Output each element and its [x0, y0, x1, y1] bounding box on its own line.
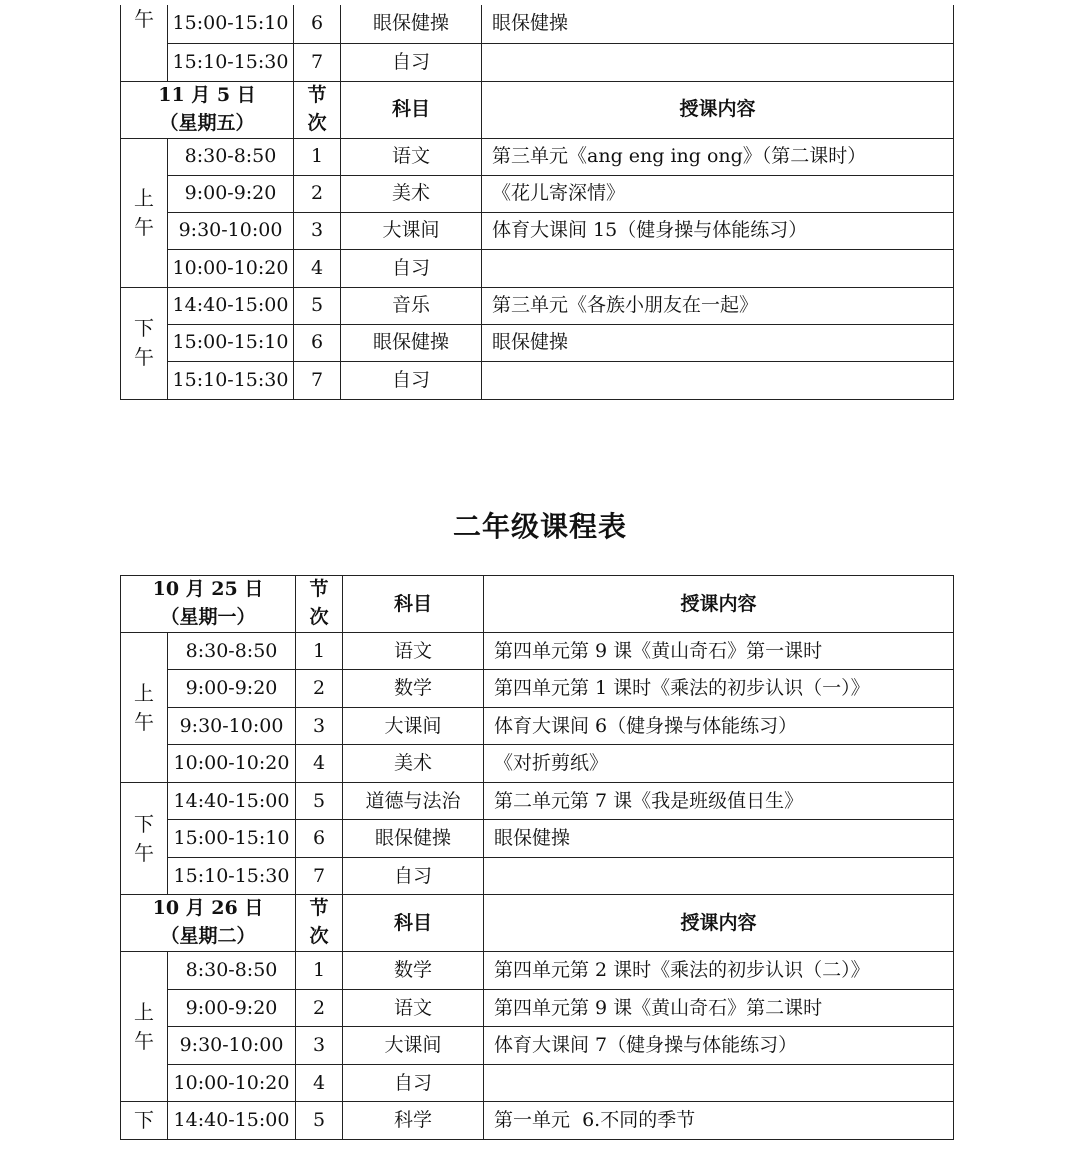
period-number: 6	[294, 5, 341, 43]
table-row	[121, 5, 954, 43]
table-row	[121, 287, 954, 324]
date-cell: 10 月 25 日 （星期一）	[121, 576, 296, 633]
time-cell: 14:40-15:00	[168, 287, 294, 324]
time-cell: 9:00-9:20	[168, 990, 296, 1027]
subject-cell: 自习	[341, 249, 482, 287]
content-cell: 体育大课间 7（健身操与体能练习）	[484, 1027, 954, 1065]
table-row	[121, 43, 954, 81]
subject-cell: 自习	[341, 361, 482, 399]
subject-cell: 音乐	[341, 287, 482, 324]
table-row	[121, 138, 954, 175]
afternoon-label: 下 午	[121, 783, 168, 895]
time-cell: 10:00-10:20	[168, 1065, 296, 1102]
period-number: 6	[294, 324, 341, 361]
header-period-number: 节 次	[296, 895, 343, 952]
content-cell: 《对折剪纸》	[484, 745, 954, 783]
time-cell: 9:30-10:00	[168, 212, 294, 249]
subject-cell: 语文	[341, 138, 482, 175]
date-cell: 10 月 26 日 （星期二）	[121, 895, 296, 952]
header-subject: 科目	[343, 895, 484, 952]
header-content: 授课内容	[484, 576, 954, 633]
period-number: 7	[294, 361, 341, 399]
content-cell	[482, 249, 954, 287]
period-number: 3	[296, 708, 343, 745]
period-number: 1	[296, 633, 343, 670]
period-number: 2	[296, 670, 343, 708]
content-cell: 第二单元第 7 课《我是班级值日生》	[484, 783, 954, 820]
period-number: 7	[294, 43, 341, 81]
subject-cell: 大课间	[341, 212, 482, 249]
time-cell: 9:30-10:00	[168, 708, 296, 745]
period-number: 2	[296, 990, 343, 1027]
content-cell: 第四单元第 9 课《黄山奇石》第二课时	[484, 990, 954, 1027]
time-cell: 14:40-15:00	[168, 1102, 296, 1140]
time-cell: 15:00-15:10	[168, 324, 294, 361]
period-number: 5	[294, 287, 341, 324]
content-cell: 第四单元第 1 课时《乘法的初步认识（一）》	[484, 670, 954, 708]
table-row	[121, 952, 954, 990]
period-number: 5	[296, 1102, 343, 1140]
table-row	[121, 175, 954, 212]
subject-cell: 科学	[343, 1102, 484, 1140]
content-cell: 第一单元 6.不同的季节	[484, 1102, 954, 1140]
content-cell: 眼保健操	[482, 5, 954, 43]
table-row	[121, 820, 954, 858]
time-cell: 9:00-9:20	[168, 175, 294, 212]
table-row	[121, 1027, 954, 1065]
header-period-number: 节 次	[294, 81, 341, 138]
period-label: 午	[121, 5, 168, 81]
subject-cell: 眼保健操	[341, 324, 482, 361]
subject-cell: 语文	[343, 633, 484, 670]
content-cell: 第四单元第 2 课时《乘法的初步认识（二）》	[484, 952, 954, 990]
table-row	[121, 249, 954, 287]
day-header-row	[121, 81, 954, 138]
time-cell: 10:00-10:20	[168, 249, 294, 287]
schedule-table-upper	[120, 5, 954, 400]
period-number: 3	[294, 212, 341, 249]
subject-cell: 眼保健操	[341, 5, 482, 43]
header-content: 授课内容	[484, 895, 954, 952]
table-row	[121, 633, 954, 670]
content-cell: 眼保健操	[482, 324, 954, 361]
period-number: 5	[296, 783, 343, 820]
time-cell: 15:10-15:30	[168, 361, 294, 399]
period-number: 1	[296, 952, 343, 990]
content-cell	[484, 858, 954, 895]
table-row	[121, 858, 954, 895]
content-cell: 体育大课间 15（健身操与体能练习）	[482, 212, 954, 249]
content-cell	[484, 1065, 954, 1102]
content-cell	[482, 43, 954, 81]
header-subject: 科目	[343, 576, 484, 633]
table-row	[121, 708, 954, 745]
subject-cell: 数学	[343, 670, 484, 708]
table-row	[121, 1102, 954, 1140]
date-cell: 11 月 5 日 （星期五）	[121, 81, 294, 138]
period-number: 6	[296, 820, 343, 858]
schedule-table-grade2	[120, 575, 954, 1140]
time-cell: 14:40-15:00	[168, 783, 296, 820]
subject-cell: 语文	[343, 990, 484, 1027]
table-row	[121, 212, 954, 249]
time-cell: 15:00-15:10	[168, 5, 294, 43]
subject-cell: 美术	[343, 745, 484, 783]
content-cell: 《花儿寄深情》	[482, 175, 954, 212]
subject-cell: 美术	[341, 175, 482, 212]
period-number: 7	[296, 858, 343, 895]
day-header-row	[121, 895, 954, 952]
subject-cell: 自习	[341, 43, 482, 81]
table-row	[121, 361, 954, 399]
subject-cell: 眼保健操	[343, 820, 484, 858]
content-cell: 第三单元《各族小朋友在一起》	[482, 287, 954, 324]
content-cell	[482, 361, 954, 399]
period-number: 2	[294, 175, 341, 212]
content-cell: 眼保健操	[484, 820, 954, 858]
table-row	[121, 745, 954, 783]
afternoon-label: 下 午	[121, 287, 168, 399]
period-number: 4	[296, 1065, 343, 1102]
morning-label: 上 午	[121, 633, 168, 783]
header-content: 授课内容	[482, 81, 954, 138]
morning-label: 上 午	[121, 952, 168, 1102]
content-cell: 体育大课间 6（健身操与体能练习）	[484, 708, 954, 745]
time-cell: 8:30-8:50	[168, 633, 296, 670]
content-cell: 第四单元第 9 课《黄山奇石》第一课时	[484, 633, 954, 670]
table-row	[121, 990, 954, 1027]
time-cell: 9:30-10:00	[168, 1027, 296, 1065]
time-cell: 8:30-8:50	[168, 138, 294, 175]
header-period-number: 节 次	[296, 576, 343, 633]
period-number: 4	[294, 249, 341, 287]
subject-cell: 大课间	[343, 708, 484, 745]
time-cell: 8:30-8:50	[168, 952, 296, 990]
subject-cell: 自习	[343, 1065, 484, 1102]
header-subject: 科目	[341, 81, 482, 138]
table-row	[121, 324, 954, 361]
period-number: 1	[294, 138, 341, 175]
table-row	[121, 670, 954, 708]
content-cell: 第三单元《ang eng ing ong》（第二课时）	[482, 138, 954, 175]
subject-cell: 数学	[343, 952, 484, 990]
time-cell: 15:10-15:30	[168, 43, 294, 81]
time-cell: 15:10-15:30	[168, 858, 296, 895]
time-cell: 10:00-10:20	[168, 745, 296, 783]
time-cell: 9:00-9:20	[168, 670, 296, 708]
period-number: 3	[296, 1027, 343, 1065]
table-row	[121, 783, 954, 820]
subject-cell: 道德与法治	[343, 783, 484, 820]
subject-cell: 自习	[343, 858, 484, 895]
period-number: 4	[296, 745, 343, 783]
table-row	[121, 1065, 954, 1102]
day-header-row	[121, 576, 954, 633]
morning-label: 上 午	[121, 138, 168, 287]
page-title: 二年级课程表	[452, 510, 627, 543]
time-cell: 15:00-15:10	[168, 820, 296, 858]
subject-cell: 大课间	[343, 1027, 484, 1065]
afternoon-label: 下	[121, 1102, 168, 1140]
